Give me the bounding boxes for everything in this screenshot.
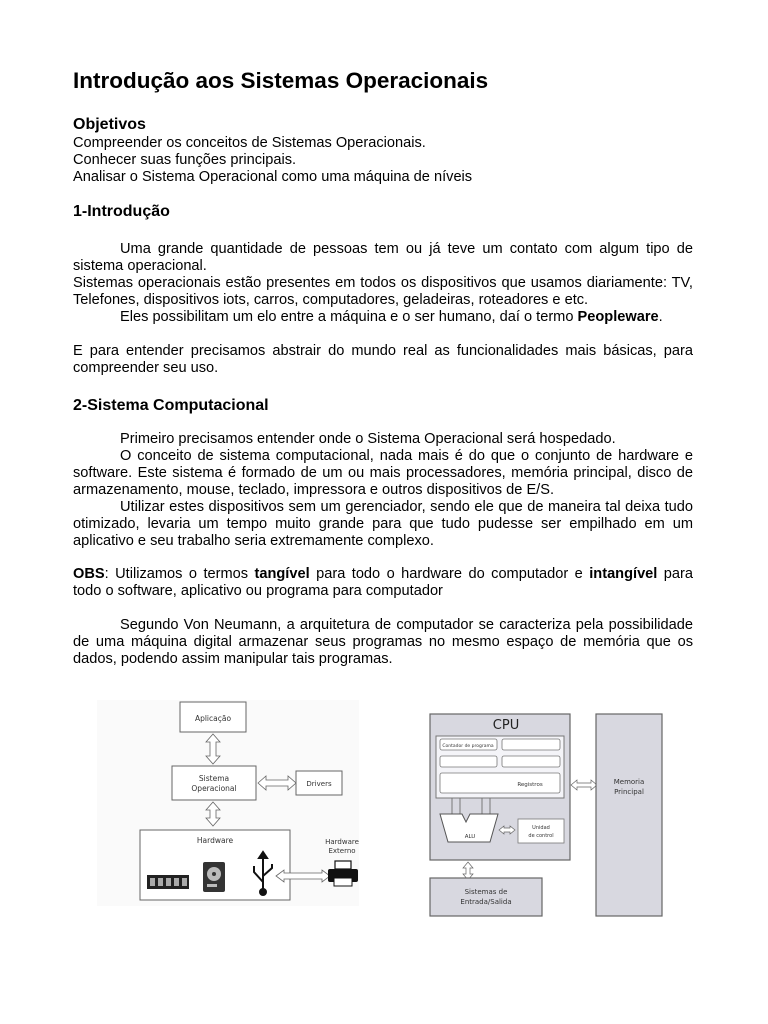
obs-text-3: para todo o software, aplicativo ou programa para computador xyxy=(73,566,694,599)
von-neumann-paragraph: Segundo Von Neumann, a arquitetura de computador se caracteriza pela possibilidade de uma máquina digital armazenar seus programas no mesmo espaço de memória que os dados, podendo assim manipular tais programas. xyxy=(73,617,693,667)
tangivel-term: tangível xyxy=(254,566,310,582)
external-hardware-label-line2: Externo xyxy=(328,847,356,855)
cpu-memory-arrow xyxy=(571,780,597,790)
control-unit-label-line2: de control xyxy=(528,833,554,839)
control-unit-label-line1: Unidad xyxy=(532,825,550,831)
intro-paragraph-2: Sistemas operacionais estão presentes em todos os dispositivos que usamos diariamente: TV, Telefones, dispositivos iots, carros, computadores, geladeiras, roteadores e etc. xyxy=(73,275,693,308)
peopleware-term: Peopleware xyxy=(577,309,659,325)
drivers-label: Drivers xyxy=(306,780,332,788)
alu-label: ALU xyxy=(464,834,476,840)
intro-paragraph-1: Uma grande quantidade de pessoas tem ou já teve um contato com algum tipo de sistema operacional. xyxy=(73,241,693,274)
program-counter-label: Contador de programa xyxy=(442,744,494,749)
registers-label: Registros xyxy=(517,782,543,788)
io-systems-box xyxy=(430,878,542,916)
intangivel-term: intangível xyxy=(589,566,658,582)
main-memory-label-line2: Principal xyxy=(614,788,644,796)
application-label: Aplicação xyxy=(194,714,232,723)
main-memory-box xyxy=(596,714,662,916)
cpu-io-arrow xyxy=(463,862,473,880)
external-hardware-label-line1: Hardware xyxy=(325,838,359,846)
register-box xyxy=(502,739,560,750)
obs-label: OBS xyxy=(73,566,105,582)
intro-paragraph-3-text: Eles possibilitam um elo entre a máquina e o ser humano, daí o termo xyxy=(120,309,578,325)
intro-paragraph-3-end: . xyxy=(658,309,663,325)
objective-item: Conhecer suas funções principais. xyxy=(73,152,297,168)
io-systems-label-line1: Sistemas de xyxy=(464,888,508,896)
register-box xyxy=(440,756,497,767)
section2-paragraph-1: Primeiro precisamos entender onde o Sistema Operacional será hospedado. xyxy=(120,431,616,447)
os-label-line1: Sistema xyxy=(198,774,230,783)
control-unit-box xyxy=(518,819,564,843)
objective-item: Compreender os conceitos de Sistemas Operacionais. xyxy=(73,135,426,151)
hardware-label: Hardware xyxy=(196,836,234,845)
intro-paragraph-4: E para entender precisamos abstrair do mundo real as funcionalidades mais básicas, para compreender seu uso. xyxy=(73,343,693,376)
obs-text-1: : Utilizamos o termos xyxy=(104,566,255,582)
main-memory-label-line1: Memoria xyxy=(613,778,645,786)
section2-paragraph-2: O conceito de sistema computacional, nada mais é do que o conjunto de hardware e software. Este sistema é formado de um ou mais processadores, memória principal, disco de armazenamento, mouse, teclado, impressora e outros dispositivos de E/S. xyxy=(73,448,693,498)
register-box xyxy=(502,756,560,767)
section-heading-sistema-computacional: 2-Sistema Computacional xyxy=(73,397,269,414)
section-heading-introducao: 1-Introdução xyxy=(73,203,170,220)
section2-paragraph-3: Utilizar estes dispositivos sem um gerenciador, sendo ele que de maneira tal deixa tudo otimizado, levaria um tempo muito grande para que tudo pudesse ser empilhado em um aplicativo e seu trabalho seria extremamente complexo. xyxy=(73,499,693,549)
objective-item: Analisar o Sistema Operacional como uma máquina de níveis xyxy=(73,169,473,185)
obs-text-2: para todo o hardware do computador e xyxy=(309,566,590,582)
io-systems-label-line2: Entrada/Salida xyxy=(460,898,512,906)
os-label-line2: Operacional xyxy=(191,784,237,793)
objectives-heading: Objetivos xyxy=(73,116,146,133)
cpu-label: CPU xyxy=(492,718,520,733)
page-title: Introdução aos Sistemas Operacionais xyxy=(73,68,489,93)
